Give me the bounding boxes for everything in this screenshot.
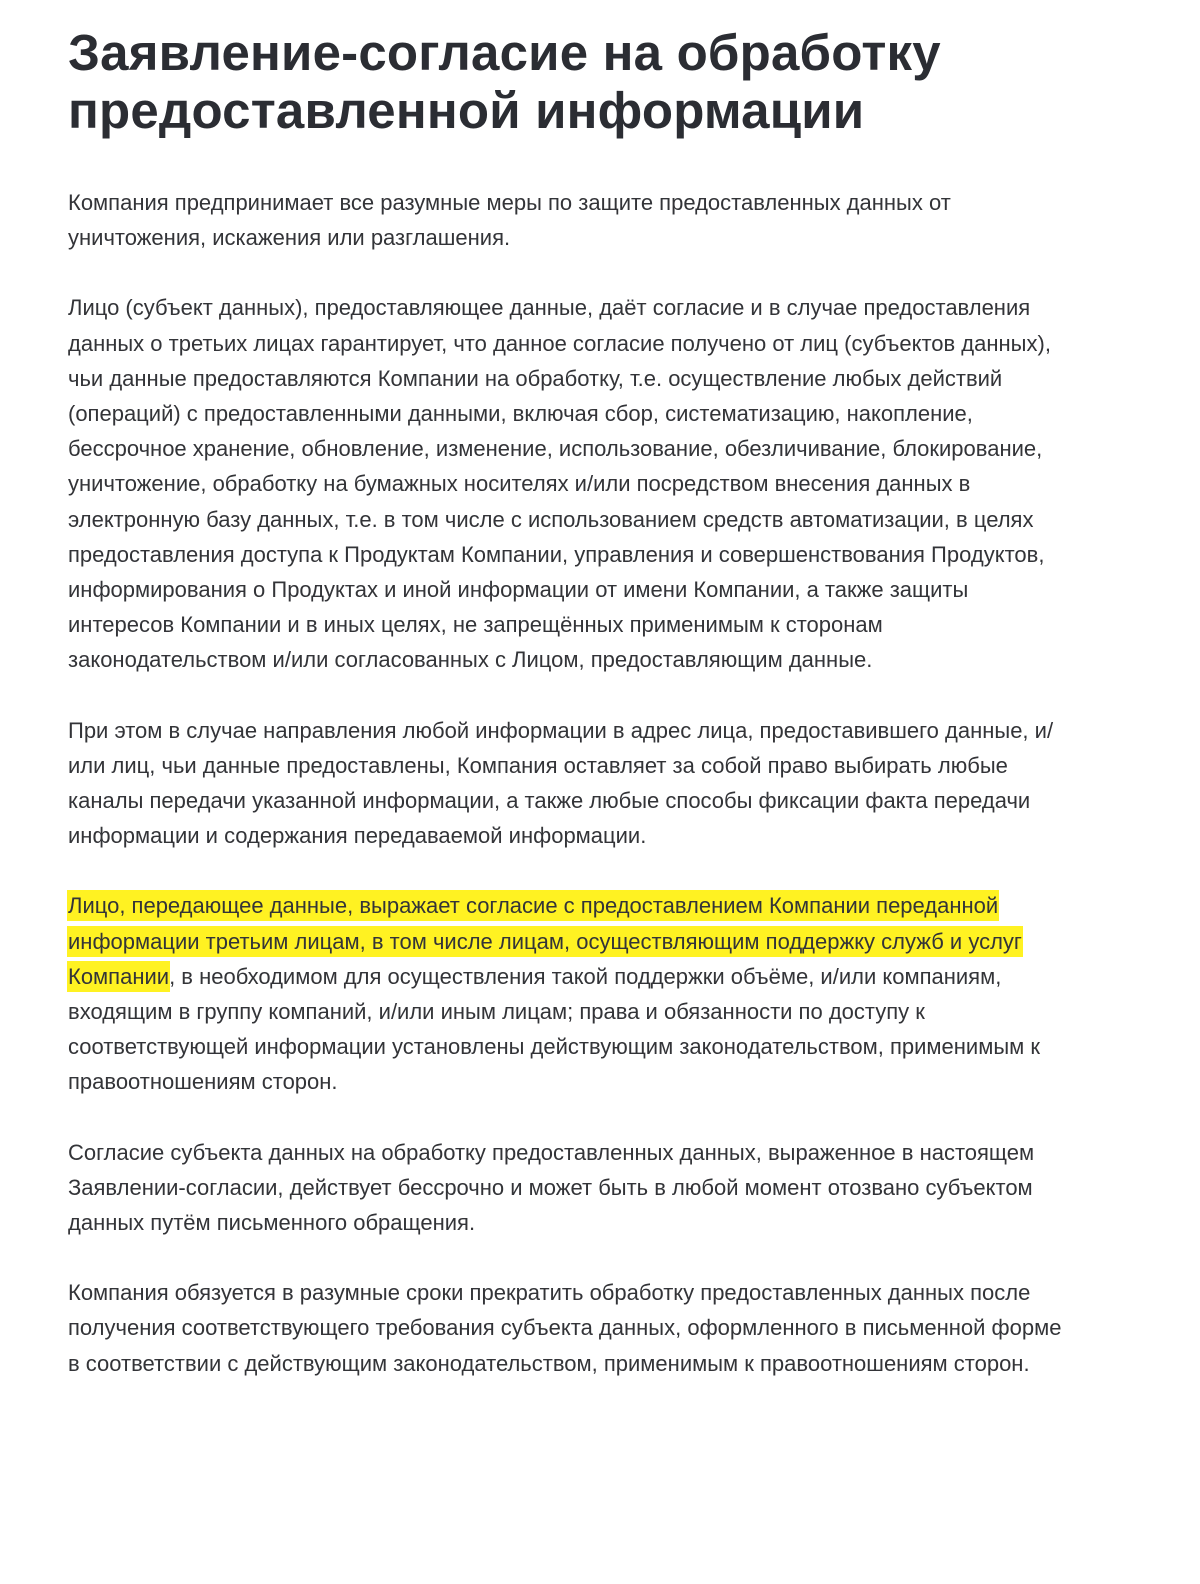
paragraph-consent-processing xyxy=(68,290,1068,677)
paragraph-text: Лицо (субъект данных), предоставляющее данные, даёт согласие и в случае предоставления данных о третьих лицах гарантирует, что данное согласие получено от лиц (субъектов данных), чьи данные предоставляются Компании на обработку, т.е. осуществление любых действий (операций) с предоставленными данными, включая сбор, систематизацию, накопление, бессрочное хранение, обновление, изменение, использование, обезличивание, блокирование, уничтожение, обработку на бумажных носителях и/или посредством внесения данных в электронную базу данных, т.е. в том числе с использованием средств автоматизации, в целях предоставления доступа к Продуктам Компании, управления и совершенствования Продуктов, информирования о Продуктах и иной информации от имени Компании, а также защиты интересов Компании и в иных целях, не запрещённых применимым к сторонам законодательством и/или согласованных с Лицом, предоставляющим данные. xyxy=(68,295,1051,673)
page-title: Заявление-согласие на обработку предоставленной информации xyxy=(68,24,941,139)
paragraph-text: Согласие субъекта данных на обработку предоставленных данных, выраженное в настоящем Заявлении-согласии, действует бессрочно и может быть в любой момент отозвано субъектом данных путём письменного обращения. xyxy=(68,1139,1035,1236)
highlighted-text: Лицо, передающее данные, выражает согласие с предоставлением Компании переданной информации третьим лицам, в том числе лицам, осуществляющим поддержку служб и услуг Компании xyxy=(68,893,1022,989)
paragraph-text: Компания предпринимает все разумные меры по защите предоставленных данных от уничтожения, искажения или разглашения. xyxy=(68,190,951,251)
paragraph-third-parties xyxy=(68,888,1068,1099)
paragraph-text: Компания обязуется в разумные сроки прекратить обработку предоставленных данных после получения соответствующего требования субъекта данных, оформленного в письменной форме в соответствии с действующим законодательством, применимым к правоотношениям сторон. xyxy=(68,1280,1062,1376)
paragraph-text: При этом в случае направления любой информации в адрес лица, предоставившего данные, и/или лиц, чьи данные предоставлены, Компания оставляет за собой право выбирать любые каналы передачи указанной информации, а также любые способы фиксации факта передачи информации и содержания передаваемой информации. xyxy=(68,717,1054,849)
paragraph-consent-validity xyxy=(68,1135,1068,1241)
paragraph-text: , в необходимом для осуществления такой поддержки объёме, и/или компаниям, входящим в группу компаний, и/или иным лицам; права и обязанности по доступу к соответствующей информации установлены действующим законодательством, применимым к правоотношениям сторон. xyxy=(68,963,1041,1095)
paragraph-processing-termination xyxy=(68,1275,1068,1381)
paragraph-data-protection xyxy=(68,185,1068,255)
document-body xyxy=(68,24,1068,1381)
paragraph-communication-channels xyxy=(68,713,1068,854)
